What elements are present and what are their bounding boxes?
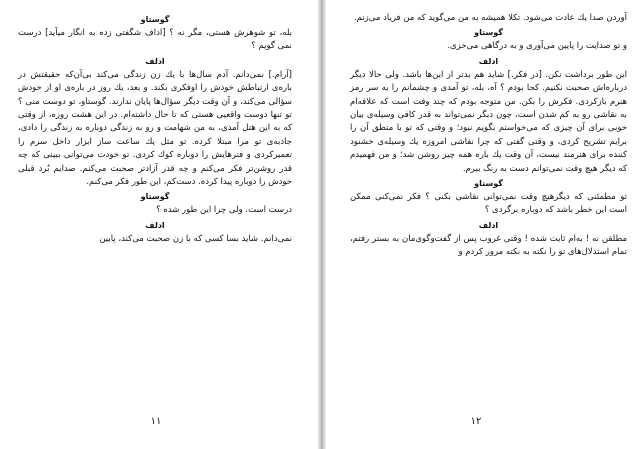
right-page	[322, 0, 641, 449]
dialogue-paragraph: این طور برداشت نكن. [در فكر.] شاید هم بدتر از این‌ها باشد. ولی حالا دیگر درباره‌اش صحبت نكنیم. كجا بودم ؟ آه، بله، تو آمدی و چشمانم را به سر رمز هنرم بازكردی. فكرش را بكن. من متوجه بودم كه چند وقت است كه علاقه‌ام به نقاشی رو به كم شدن است، چون دیگر نمی‌تواند به قدر كافی وسیله‌ی بیان خوبی برای آن چیزی كه می‌خواستم بگویم نبود؛ و وقتی كه تو با منطق آن را برایم تشریح كردی، و وقتی گفتی كه چرا نقاشی امروزه یك وسیله‌ی خشنود كننده برای هنرمند نیست، آن وقت یك باره همه چیز روشن شد؛ و من فهمیدم كه دیگر هیچ وقت نمی‌توانم دست به رنگ ببرم.	[350, 69, 627, 174]
speaker-name: گوستاو	[140, 15, 170, 24]
dialogue-paragraph: تو مطمئنی كه دیگرهیچ وقت نمی‌توانی نقاشی بكنی ؟ فكر نمی‌كنی ممكن است این خطر باشد كه دوباره برگردی ؟	[350, 192, 627, 216]
dialogue-paragraph: مطلقن نه ! به‌ام ثابت شده ! وقتی غروب پس از گفت‌وگوی‌مان به بستر رفتم، تمام استدلال‌های تو را نكته به نكته مرور كردم و	[350, 233, 627, 258]
dialogue-paragraph: آوردن صدا یك عادت می‌شود. تكلا همیشه به من می‌گوید كه من فریاد می‌زنم.	[353, 13, 627, 23]
dialogue-paragraph: [آرام.] نمی‌دانم. آدم سال‌ها با یك زن زندگی می‌كند بی‌آن‌كه حقیقتش در باره‌ی ارتباطش خودش را اوفكری بكند. و بعد، یك روز در باره‌ی او از خودش سؤالی می‌كند، و آن وقت دیگر سؤال‌ها پایان ندارند. گوستاو، تو دوست منی ؟ تو تنها دوست واقعیی هستی كه تا حال داشته‌ام. در این هشت روزه، از وقتی كه به این هتل آمدی، به من شهامت و رو به زندگی دوباره به زندگی را دادی، جاذبه‌ی تو مرا مبتلا كرده. تو مثل یك ساعت ساز ابزار داخل سرم را تعمیركردی و فنرهایش را دوباره كوك كردی. تو خودت می‌توانی ببینی كه چه قدر روشن‌تر فكر می‌كنم و چه قدر آزادتر صحبت می‌كنم. صدایم بُرد قبلی خودش را دوباره پیدا كرده. دست‌كم، این طور فكر می‌كنم.	[18, 69, 292, 188]
dialogue-paragraph: بله، تو شوهرش هستی، مگر نه ؟ [اداف شگفتی زده به انگار میآید] درست نمی گویم ؟	[18, 28, 292, 52]
speaker-name: ادلف	[478, 56, 499, 66]
left-page-body	[18, 14, 292, 246]
speaker-name: ادلف	[145, 220, 165, 230]
speaker-name: ادلف	[145, 56, 165, 66]
dialogue-paragraph: و تو صدایت را پایین می‌آوری و به درگاهی می‌خزی.	[447, 41, 627, 52]
speaker-name: گوستاو	[474, 28, 503, 38]
speaker-name: ادلف	[478, 220, 499, 230]
right-page-body	[350, 12, 627, 260]
speaker-name: گوستاو	[140, 192, 170, 202]
dialogue-paragraph: درست است. ولی چرا این طور شده ؟	[156, 205, 292, 216]
dialogue-paragraph: نمی‌دانم. شاید بسا کسی كه با زن صحبت می‌كند، پایین	[99, 233, 292, 244]
page-number: ١٢	[470, 416, 482, 427]
speaker-name: گوستاو	[474, 179, 503, 189]
page-number: ١١	[150, 416, 162, 427]
